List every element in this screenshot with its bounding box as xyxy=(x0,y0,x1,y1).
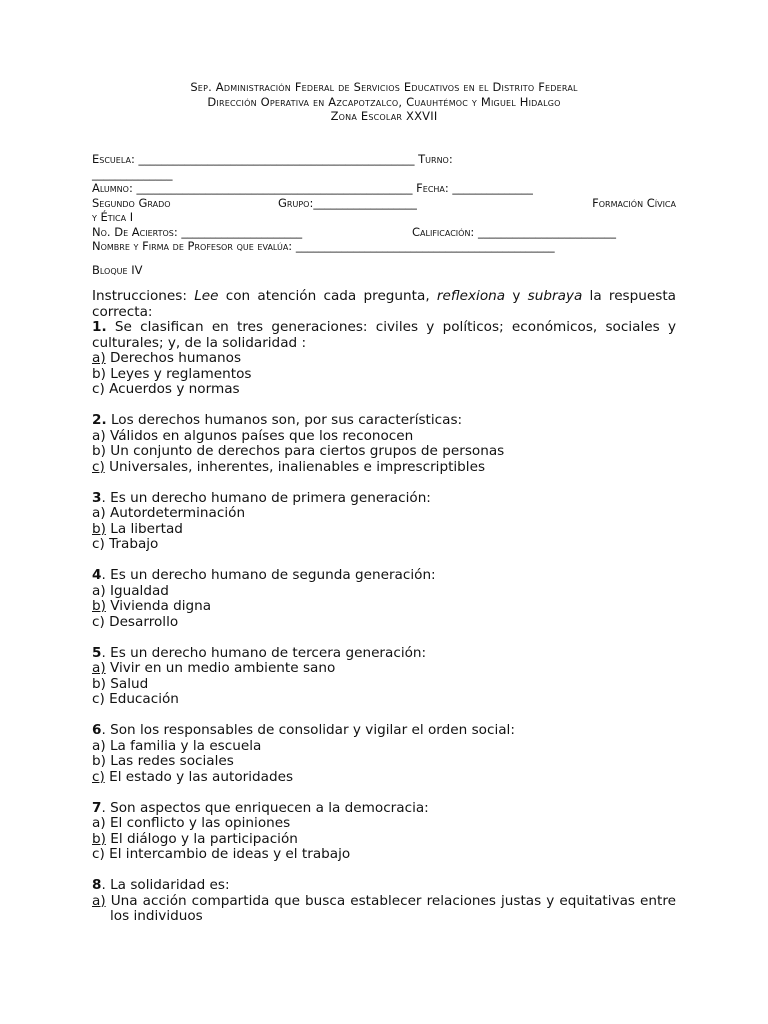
answer-option[interactable] xyxy=(92,739,676,755)
question-number: 1. xyxy=(92,319,107,335)
answer-option[interactable] xyxy=(92,429,676,445)
option-letter: c) xyxy=(92,536,105,552)
question-item xyxy=(92,320,676,398)
option-text: La libertad xyxy=(105,520,183,537)
document-header xyxy=(92,80,676,124)
subject-label-continuation: y Ética I xyxy=(92,210,134,224)
answer-option[interactable] xyxy=(92,351,676,367)
answer-option[interactable] xyxy=(92,677,676,693)
instructions-lee: Lee xyxy=(194,288,219,304)
question-stem xyxy=(92,413,676,429)
question-item xyxy=(92,568,676,630)
question-stem xyxy=(92,320,676,351)
instructions-prefix: Instrucciones: xyxy=(92,288,195,304)
option-text: El intercambio de ideas y el trabajo xyxy=(104,846,351,862)
block-title: Bloque IV xyxy=(92,263,143,277)
answer-option[interactable] xyxy=(92,522,676,538)
option-text: El diálogo y la participación xyxy=(105,830,298,847)
question-text: . Es un derecho humano de tercera generación: xyxy=(101,644,427,661)
question-stem xyxy=(92,491,676,507)
question-stem xyxy=(92,723,676,739)
instructions-middle-2: y xyxy=(505,288,528,304)
option-text: Acuerdos y normas xyxy=(104,381,240,397)
question-text: . La solidaridad es: xyxy=(101,877,230,893)
answer-option[interactable] xyxy=(92,584,676,600)
option-letter: b) xyxy=(92,753,106,769)
question-item xyxy=(92,646,676,708)
option-text: Válidos en algunos países que los reconocen xyxy=(105,427,414,444)
question-number: 2. xyxy=(92,412,107,428)
option-letter: b) xyxy=(92,675,106,692)
option-text: Una acción compartida que busca establecer relaciones justas y equitativas entre los individuos xyxy=(105,892,676,924)
question-number: 8 xyxy=(92,877,102,893)
teacher-signature-field: Nombre y Firma de Profesor que evalúa: _____________________________________________ xyxy=(92,239,555,253)
answer-option[interactable] xyxy=(92,894,676,925)
question-item xyxy=(92,723,676,785)
option-text: Universales, inherentes, inalienables e imprescriptibles xyxy=(104,458,486,475)
answer-option[interactable] xyxy=(92,661,676,677)
instructions xyxy=(92,289,676,320)
instructions-reflexiona: reflexiona xyxy=(436,288,506,304)
grade-label: Segundo Grado xyxy=(92,195,171,210)
answer-option[interactable] xyxy=(92,444,676,460)
instructions-middle-1: con atención cada pregunta, xyxy=(218,288,437,304)
option-letter: b) xyxy=(92,598,106,614)
answer-option[interactable] xyxy=(92,382,676,398)
answer-option[interactable] xyxy=(92,537,676,553)
answer-option[interactable] xyxy=(92,754,676,770)
answer-option[interactable] xyxy=(92,816,676,832)
answer-option[interactable] xyxy=(92,506,676,522)
option-letter: a) xyxy=(92,427,106,444)
subject-label: Formación Cívica xyxy=(592,195,676,210)
escuela-field-continuation: ______________ xyxy=(92,166,173,181)
answer-option[interactable] xyxy=(92,615,676,631)
header-line-2: Dirección Operativa en Azcapotzalco, Cuauhtémoc y Miguel Hidalgo xyxy=(207,94,561,109)
student-info-fields xyxy=(92,152,676,254)
question-item xyxy=(92,413,676,475)
answer-option[interactable] xyxy=(92,460,676,476)
option-letter: a) xyxy=(92,505,106,521)
header-line-3: Zona Escolar XXVII xyxy=(330,109,438,123)
option-letter: b) xyxy=(92,520,106,537)
question-text: Los derechos humanos son, por sus características: xyxy=(106,412,463,428)
escuela-field: Escuela: ________________________________________________ Turno: xyxy=(92,152,453,166)
answer-option[interactable] xyxy=(92,692,676,708)
option-text: Desarrollo xyxy=(104,613,179,630)
option-text: Educación xyxy=(104,691,179,707)
question-item xyxy=(92,801,676,863)
option-text: Leyes y reglamentos xyxy=(105,365,252,382)
option-letter: c) xyxy=(92,768,105,785)
option-letter: b) xyxy=(92,365,106,382)
option-letter: c) xyxy=(92,691,105,707)
option-text: Igualdad xyxy=(105,582,169,599)
question-item xyxy=(92,878,676,925)
option-letter: a) xyxy=(92,350,106,366)
question-text: . Son los responsables de consolidar y vigilar el orden social: xyxy=(101,722,515,738)
grupo-field: Grupo:__________________ xyxy=(278,195,417,210)
question-number: 5 xyxy=(92,644,102,661)
question-number: 6 xyxy=(92,722,102,738)
header-line-1: Sep. Administración Federal de Servicios Educativos en el Distrito Federal xyxy=(190,80,578,94)
answer-option[interactable] xyxy=(92,832,676,848)
instructions-suffix: la respuesta correcta: xyxy=(92,288,676,320)
option-text: El estado y las autoridades xyxy=(104,768,294,785)
option-text: Autordeterminación xyxy=(105,505,246,521)
option-letter: a) xyxy=(92,815,106,831)
option-text: Las redes sociales xyxy=(105,753,234,769)
option-letter: a) xyxy=(92,582,106,599)
score-row xyxy=(92,225,676,240)
option-text: El conflicto y las opiniones xyxy=(105,815,291,831)
option-letter: b) xyxy=(92,443,106,459)
option-text: Salud xyxy=(105,675,149,692)
question-stem xyxy=(92,801,676,817)
option-text: Vivienda digna xyxy=(105,598,212,614)
calificacion-field: Calificación: ________________________ xyxy=(412,224,616,239)
option-letter: b) xyxy=(92,830,106,847)
option-letter: c) xyxy=(92,846,105,862)
answer-option[interactable] xyxy=(92,599,676,615)
instructions-subraya: subraya xyxy=(527,288,583,304)
aciertos-field: No. De Aciertos: _____________________ xyxy=(92,224,303,239)
option-letter: c) xyxy=(92,613,105,630)
option-text: Derechos humanos xyxy=(105,350,242,366)
question-stem xyxy=(92,568,676,584)
question-number: 4 xyxy=(92,567,102,583)
question-text: . Es un derecho humano de segunda generación: xyxy=(101,567,436,583)
question-text: . Son aspectos que enriquecen a la democracia: xyxy=(101,799,429,816)
option-text: Un conjunto de derechos para ciertos grupos de personas xyxy=(105,443,505,459)
question-text: . Es un derecho humano de primera generación: xyxy=(101,489,431,506)
option-letter: c) xyxy=(92,381,105,397)
question-stem xyxy=(92,878,676,894)
option-text: Vivir en un medio ambiente sano xyxy=(105,660,336,676)
question-list xyxy=(92,320,676,925)
option-letter: c) xyxy=(92,458,105,475)
question-text: Se clasifican en tres generaciones: civiles y políticos; económicos, sociales y culturales; y, de la solidaridad : xyxy=(92,319,676,351)
option-text: La familia y la escuela xyxy=(105,737,262,754)
answer-option[interactable] xyxy=(92,367,676,383)
option-text: Trabajo xyxy=(104,536,159,552)
question-number: 7 xyxy=(92,799,102,816)
option-letter: a) xyxy=(92,737,106,754)
answer-option[interactable] xyxy=(92,847,676,863)
option-letter: a) xyxy=(92,660,106,676)
question-item xyxy=(92,491,676,553)
question-number: 3 xyxy=(92,489,102,506)
alumno-field: Alumno: ________________________________________________ Fecha: ______________ xyxy=(92,181,533,195)
grade-group-subject-row xyxy=(92,196,676,211)
option-letter: a) xyxy=(92,892,106,909)
question-stem xyxy=(92,646,676,662)
answer-option[interactable] xyxy=(92,770,676,786)
exam-body xyxy=(92,289,676,925)
